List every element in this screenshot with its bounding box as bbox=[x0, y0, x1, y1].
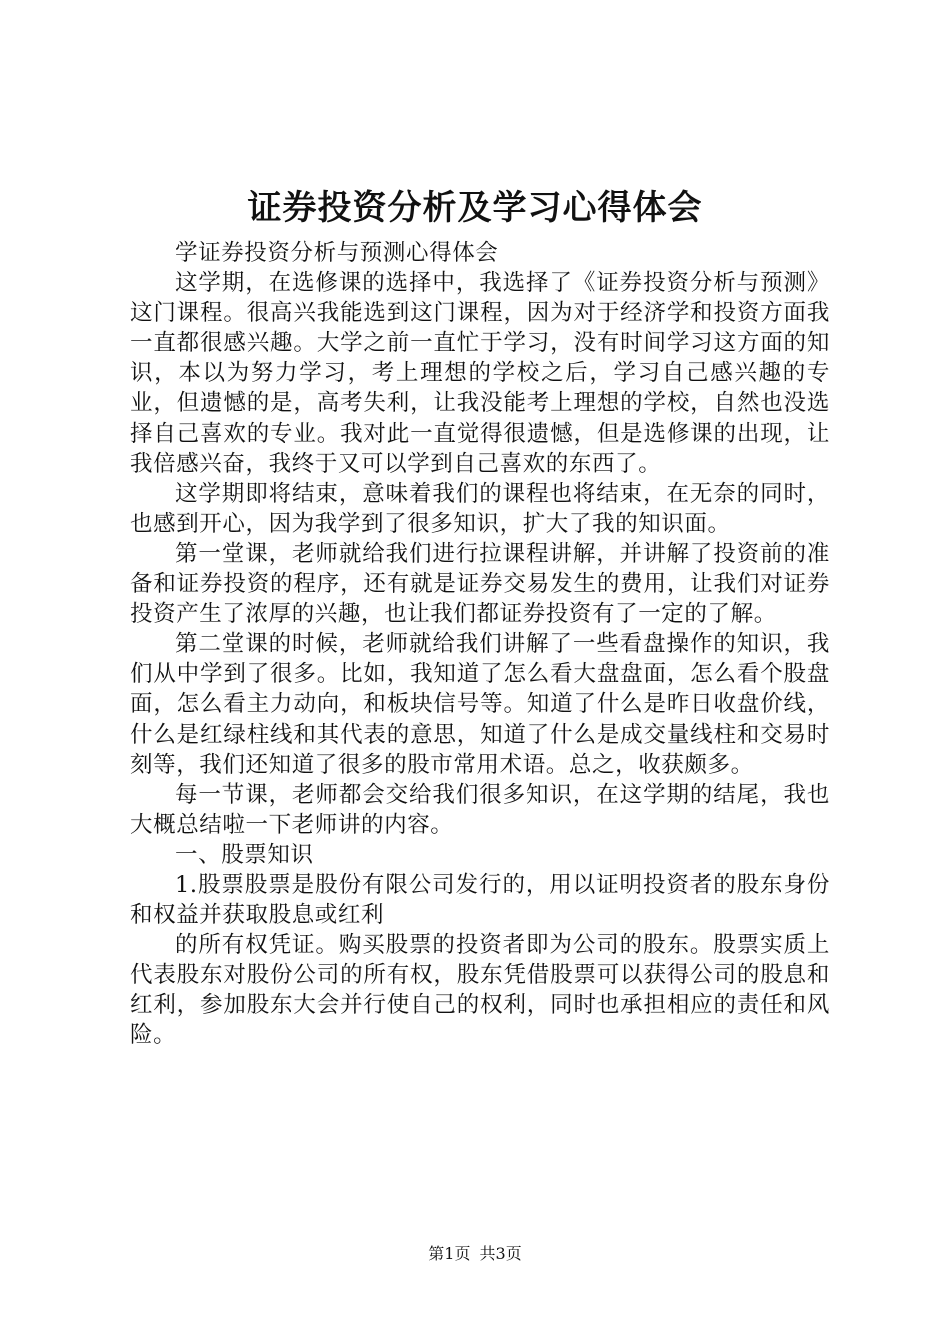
subtitle-paragraph: 学证券投资分析与预测心得体会 bbox=[175, 240, 499, 266]
body-paragraph: 第二堂课的时候，老师就给我们讲解了一些看盘操作的知识，我们从中学到了很多。比如，我知道了怎么看大盘盘面，怎么看个股盘面，怎么看主力动向，和板块信号等。知道了什么是昨日收盘价线，什么是红绿柱线和其代表的意思，知道了什么是成交量线柱和交易时刻等，我们还知道了很多的股市常用术语。总之，收获颇多。 bbox=[130, 631, 830, 778]
page-number: 第1页 bbox=[428, 1244, 471, 1263]
page-footer bbox=[0, 1243, 950, 1265]
body-paragraph: 每一节课，老师都会交给我们很多知识，在这学期的结尾，我也大概总结啦一下老师讲的内容。 bbox=[130, 781, 830, 838]
body-paragraph: 这学期，在选修课的选择中，我选择了《证券投资分析与预测》这门课程。很高兴我能选到这门课程，因为对于经济学和投资方面我一直都很感兴趣。大学之前一直忙于学习，没有时间学习这方面的知识，本以为努力学习，考上理想的学校之后，学习自己感兴趣的专业，但遗憾的是，高考失利，让我没能考上理想的学校，自然也没选择自己喜欢的专业。我对此一直觉得很遗憾，但是选修课的出现，让我倍感兴奋，我终于又可以学到自己喜欢的东西了。 bbox=[130, 270, 830, 477]
body-paragraph: 1.股票股票是股份有限公司发行的，用以证明投资者的股东身份和权益并获取股息或红利 bbox=[130, 871, 830, 929]
document-body bbox=[130, 238, 830, 1051]
body-paragraph: 的所有权凭证。购买股票的投资者即为公司的股东。股票实质上代表股东对股份公司的所有权，股东凭借股票可以获得公司的股息和红利，参加股东大会并行使自己的权利，同时也承担相应的责任和风险。 bbox=[130, 932, 830, 1049]
document-title: 证券投资分析及学习心得体会 bbox=[247, 188, 703, 228]
section-heading: 一、股票知识 bbox=[175, 841, 314, 868]
body-paragraph: 第一堂课，老师就给我们进行拉课程讲解，并讲解了投资前的准备和证券投资的程序，还有就是证券交易发生的费用，让我们对证券投资产生了浓厚的兴趣，也让我们都证券投资有了一定的了解。 bbox=[130, 540, 830, 628]
body-paragraph: 这学期即将结束，意味着我们的课程也将结束，在无奈的同时，也感到开心，因为我学到了很多知识，扩大了我的知识面。 bbox=[130, 480, 830, 537]
page-total: 共3页 bbox=[479, 1244, 522, 1263]
